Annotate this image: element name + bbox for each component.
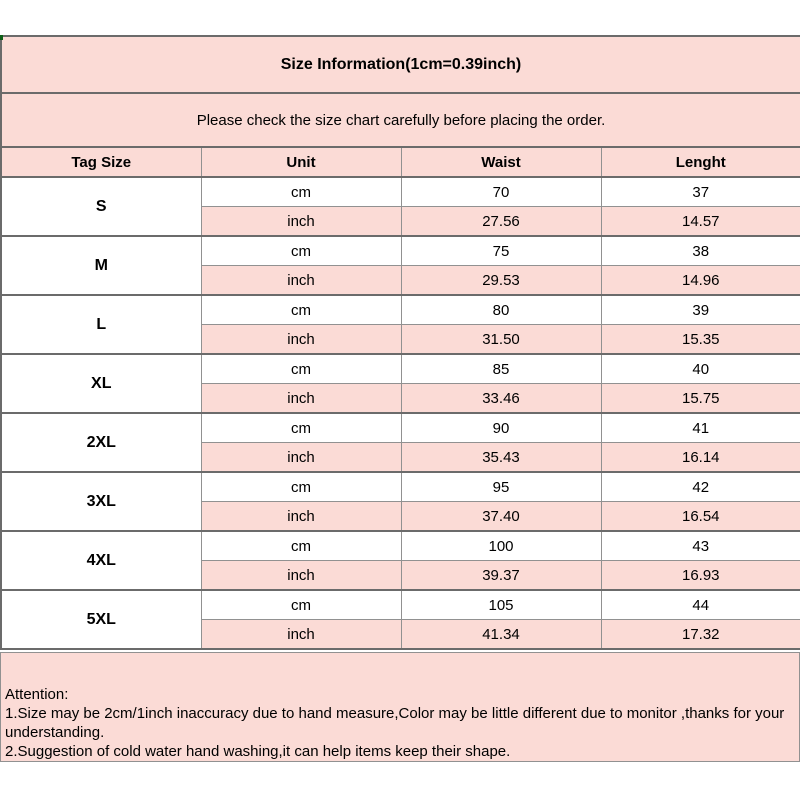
length-cell: 16.93 — [601, 561, 800, 591]
unit-cell: cm — [201, 472, 401, 502]
length-cell: 42 — [601, 472, 800, 502]
size-row-5XL-cm — [1, 590, 800, 620]
tag-size-cell: S — [1, 177, 201, 236]
waist-cell: 75 — [401, 236, 601, 266]
waist-cell: 90 — [401, 413, 601, 443]
size-row-3XL-cm — [1, 472, 800, 502]
subtitle-text: Please check the size chart carefully before placing the order. — [1, 93, 800, 147]
col-header-lenght: Lenght — [601, 147, 800, 177]
col-header-waist: Waist — [401, 147, 601, 177]
length-cell: 43 — [601, 531, 800, 561]
length-cell: 39 — [601, 295, 800, 325]
length-cell: 38 — [601, 236, 800, 266]
unit-cell: cm — [201, 177, 401, 207]
waist-cell: 80 — [401, 295, 601, 325]
unit-cell: cm — [201, 413, 401, 443]
length-cell: 41 — [601, 413, 800, 443]
waist-cell: 100 — [401, 531, 601, 561]
col-header-unit: Unit — [201, 147, 401, 177]
unit-cell: inch — [201, 207, 401, 237]
unit-cell: inch — [201, 561, 401, 591]
unit-cell: inch — [201, 620, 401, 650]
tag-size-cell: 3XL — [1, 472, 201, 531]
length-cell: 15.35 — [601, 325, 800, 355]
waist-cell: 35.43 — [401, 443, 601, 473]
length-cell: 16.54 — [601, 502, 800, 532]
title-row — [1, 36, 800, 93]
tag-size-cell: 5XL — [1, 590, 201, 649]
waist-cell: 95 — [401, 472, 601, 502]
waist-cell: 37.40 — [401, 502, 601, 532]
unit-cell: inch — [201, 502, 401, 532]
length-cell: 40 — [601, 354, 800, 384]
length-cell: 15.75 — [601, 384, 800, 414]
waist-cell: 70 — [401, 177, 601, 207]
waist-cell: 31.50 — [401, 325, 601, 355]
size-row-S-cm — [1, 177, 800, 207]
waist-cell: 27.56 — [401, 207, 601, 237]
tag-size-cell: 4XL — [1, 531, 201, 590]
attention-note-2: 2.Suggestion of cold water hand washing,it can help items keep their shape. — [5, 743, 511, 760]
attention-note-1: 1.Size may be 2cm/1inch inaccuracy due to hand measure,Color may be little different due to monitor ,thanks for your — [5, 705, 785, 722]
size-row-XL-cm — [1, 354, 800, 384]
tag-size-cell: XL — [1, 354, 201, 413]
waist-cell: 29.53 — [401, 266, 601, 296]
corner-artifact — [0, 35, 3, 40]
waist-cell: 85 — [401, 354, 601, 384]
waist-cell: 33.46 — [401, 384, 601, 414]
length-cell: 37 — [601, 177, 800, 207]
column-header-row — [1, 147, 800, 177]
unit-cell: inch — [201, 443, 401, 473]
unit-cell: inch — [201, 384, 401, 414]
page-title: Size Information(1cm=0.39inch) — [1, 36, 800, 93]
unit-cell: cm — [201, 531, 401, 561]
size-row-L-cm — [1, 295, 800, 325]
attention-note-1-cont: understanding. — [5, 724, 105, 741]
tag-size-cell: L — [1, 295, 201, 354]
unit-cell: cm — [201, 295, 401, 325]
unit-cell: cm — [201, 354, 401, 384]
length-cell: 14.96 — [601, 266, 800, 296]
length-cell: 14.57 — [601, 207, 800, 237]
col-header-tag-size: Tag Size — [1, 147, 201, 177]
waist-cell: 105 — [401, 590, 601, 620]
attention-box — [0, 652, 800, 762]
length-cell: 17.32 — [601, 620, 800, 650]
waist-cell: 41.34 — [401, 620, 601, 650]
tag-size-cell: 2XL — [1, 413, 201, 472]
length-cell: 16.14 — [601, 443, 800, 473]
size-row-M-cm — [1, 236, 800, 266]
unit-cell: cm — [201, 236, 401, 266]
length-cell: 44 — [601, 590, 800, 620]
unit-cell: cm — [201, 590, 401, 620]
subtitle-row — [1, 93, 800, 147]
waist-cell: 39.37 — [401, 561, 601, 591]
tag-size-cell: M — [1, 236, 201, 295]
unit-cell: inch — [201, 266, 401, 296]
size-table — [0, 35, 800, 650]
size-row-4XL-cm — [1, 531, 800, 561]
attention-heading: Attention: — [5, 686, 69, 703]
size-row-2XL-cm — [1, 413, 800, 443]
unit-cell: inch — [201, 325, 401, 355]
